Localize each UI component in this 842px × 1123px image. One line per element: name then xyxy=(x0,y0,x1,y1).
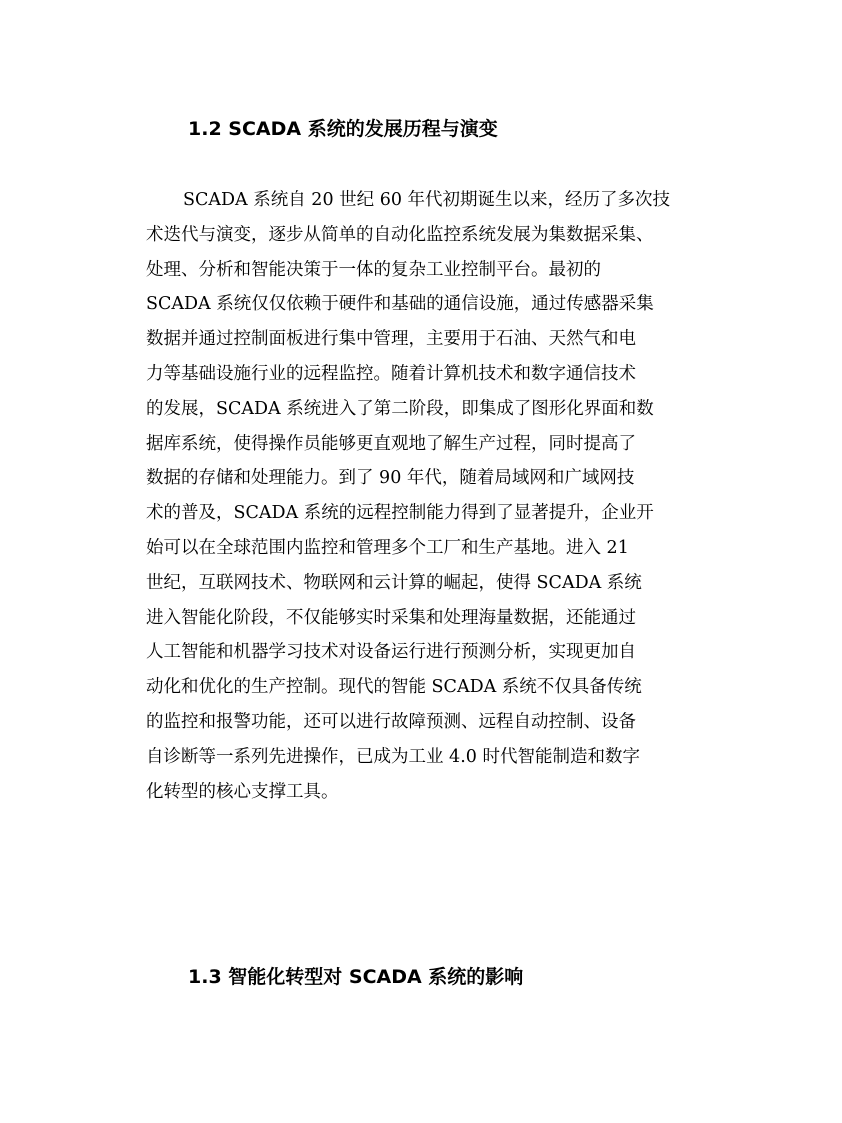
section-heading-1-2: 1.2 SCADA 系统的发展历程与演变 xyxy=(188,118,498,140)
paragraph-line: 自诊断等一系列先进操作，已成为工业 4.0 时代智能制造和数字 xyxy=(146,746,640,767)
paragraph-line: 的监控和报警功能，还可以进行故障预测、远程自动控制、设备 xyxy=(146,711,636,732)
paragraph-line: 人工智能和机器学习技术对设备运行进行预测分析，实现更加自 xyxy=(146,642,636,663)
paragraph-line: 动化和优化的生产控制。现代的智能 SCADA 系统不仅具备传统 xyxy=(146,677,642,698)
section-heading-1-3: 1.3 智能化转型对 SCADA 系统的影响 xyxy=(188,966,524,988)
paragraph-line: 术迭代与演变，逐步从简单的自动化监控系统发展为集数据采集、 xyxy=(146,224,654,245)
paragraph-line: 的发展，SCADA 系统进入了第二阶段，即集成了图形化界面和数 xyxy=(146,398,654,419)
paragraph-line: 进入智能化阶段，不仅能够实时采集和处理海量数据，还能通过 xyxy=(146,607,636,628)
paragraph-line: 据库系统，使得操作员能够更直观地了解生产过程，同时提高了 xyxy=(146,433,636,454)
paragraph-line: 术的普及，SCADA 系统的远程控制能力得到了显著提升，企业开 xyxy=(146,503,654,524)
paragraph-line: 化转型的核心支撑工具。 xyxy=(146,781,339,802)
paragraph-line: SCADA 系统仅仅依赖于硬件和基础的通信设施，通过传感器采集 xyxy=(146,294,654,315)
paragraph-line: 处理、分析和智能决策于一体的复杂工业控制平台。最初的 xyxy=(146,259,601,280)
paragraph-line: 力等基础设施行业的远程监控。随着计算机技术和数字通信技术 xyxy=(146,363,636,384)
paragraph-line: 数据的存储和处理能力。到了 90 年代，随着局域网和广域网技 xyxy=(146,468,635,489)
paragraph-line: 始可以在全球范围内监控和管理多个工厂和生产基地。进入 21 xyxy=(146,537,629,558)
paragraph-line: 世纪，互联网技术、物联网和云计算的崛起，使得 SCADA 系统 xyxy=(146,572,642,593)
section-paragraph xyxy=(146,183,670,809)
paragraph-line: 数据并通过控制面板进行集中管理，主要用于石油、天然气和电 xyxy=(146,329,636,350)
paragraph-line: SCADA 系统自 20 世纪 60 年代初期诞生以来，经历了多次技 xyxy=(183,190,671,210)
